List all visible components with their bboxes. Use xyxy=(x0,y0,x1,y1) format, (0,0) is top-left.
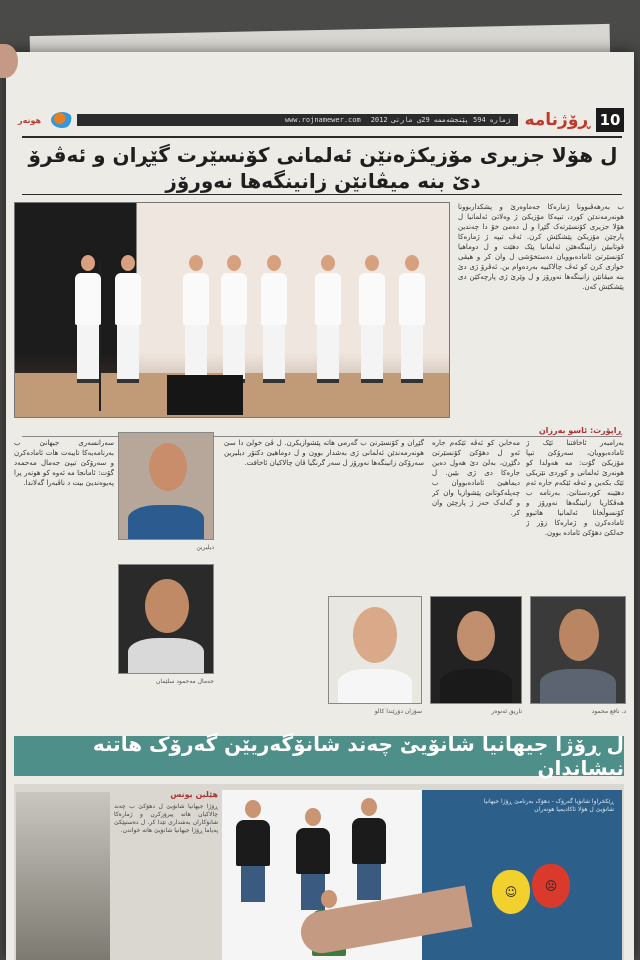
performer xyxy=(183,255,209,383)
portrait-caption: تاریق ئەنوەر xyxy=(491,708,522,715)
portrait-photo xyxy=(328,596,422,704)
actor-figure xyxy=(352,798,386,900)
performer xyxy=(261,255,287,383)
portrait-caption: جەمال مەحمود سلێمان xyxy=(155,678,214,685)
body-rule xyxy=(22,436,622,437)
byline: ڕاپۆرت: ئاسو بەرزان xyxy=(538,426,622,435)
performer xyxy=(221,255,247,383)
theater-masks-icon: ☺ ☹ xyxy=(492,864,576,918)
website-url: www.rojnamewer.com xyxy=(284,116,361,124)
stage-speaker xyxy=(167,375,243,415)
portrait-photo xyxy=(118,564,214,674)
second-article-headline: ل ڕۆژا جیهانیا شانۆیێ چەند شانۆگەریێن گەرۆک هاتنە نیشاندان xyxy=(14,736,624,776)
headline-rule xyxy=(22,194,622,195)
article-column-2: مەخابن کو ئەڤە ئێکەم جارە ئەو ل دهۆکێ کۆنسێرتێ دگێڕن، بەلێ دێ هەول دەین جارەکا دی ژی بێین. ل دیماهیێ ئامادەبووان ب چەپلەکوتانێ پێشوازیا وان کر و گەلەک حەز ژ پارچێن وان کر. xyxy=(432,439,520,517)
portrait-caption: دیلیرین xyxy=(196,544,214,551)
page-headline: ل هۆلا جزیری مۆزیکژەنێن ئەلمانی کۆنسێرت گێڕان و ئەڤرۆ دێ بنە میڤانێن زانینگەها نەورۆز xyxy=(28,143,618,193)
column-title: هێلین یونس xyxy=(170,790,218,799)
performer xyxy=(359,255,385,383)
actor-figure xyxy=(236,800,270,902)
lead-paragraph: ب بەرهەڤبوونا ژمارەکا جەماوەرێ و پشکداربوونا هونەرمەندێن کورد، تیپەکا مۆزیکێ ژ وەلاتێ ئەلمانیا ل هۆلا جزیری کۆنسێرتەک گێڕا و ل دەمێ خۆ دا چەندین پارچێن مۆزیکێ پێشکێش کرن. ئەڤ تیپە ژ ژمارەکا قوتابیێن زانینگەهێن ئەلمانیا پێک دهێت و ل دوماهیا کۆنسێرتێ ئامادەبوویان دەستخۆشی ل وان کر و هیڤی خوازی کرن کو ئەڤ چالاکییە بەردەوام بن. ئەڤرۆ ژی دێ بنە میڤانێن زانینگەها نەورۆز و ل وێرێ ژی پارچەکێن دی پێشکێش کەن. xyxy=(458,203,624,291)
poster-text: ڕێکخراوا شانۆیا گەرۆک - دهۆک بەرنامێ ڕۆژا جیهانیا شانۆیێ ل هۆلا ئاکادیمیا هونەران xyxy=(483,798,614,813)
section-tag: هونەر xyxy=(18,115,42,125)
portrait-photo xyxy=(530,596,626,704)
performer xyxy=(399,255,425,383)
brand-name: ڕۆژنامە xyxy=(524,110,590,130)
article-photo xyxy=(16,792,110,960)
portrait-photo xyxy=(430,596,522,704)
portrait-photo xyxy=(118,432,214,540)
issue-date: ژمارە 594 پێنجشەممە 29ی مارتی 2012 xyxy=(370,116,511,124)
column-text: ڕۆژا جیهانیا شانۆیێ ل دهۆکێ ب چەند چالاکیان هاتە پیرۆزکرن و ژمارەکا شانۆکاران بەشداری تێدا کر. ل دەستپێکێ پەیاما ڕۆژا جیهانیا شانۆیێ هاتە خواندن. xyxy=(114,803,218,834)
newspaper-page xyxy=(6,52,634,960)
article-column-3: گێڕان و کۆنسێرتێ ب گەرمی هاتە پێشوازیکرن. ل ڤێ خولێ دا سێ هونەرمەندێن ئەلمانی ژی بەشدار بوون و ل دوماهیێ دکتۆر دیلیرین سەرۆکێ زانینگەها نەورۆز ل سەر گرنگیا ڤان چالاکیان ئاخافت. xyxy=(224,439,424,467)
dateline-bar xyxy=(77,114,518,126)
article-column-1: بەرامبەر ئاخافتنا ئێک ژ ئامادەبوویان، سەرۆکێ تیپا مۆزیکێ گۆت: مە هەولدا کو هونەرێ ئەلمانی و کوردی نێزیکی ئێک بکەین و ئەڤە ئێکەم جارە ئەم دهێینە کوردستانێ. بەرنامە ب هەڤکاریا زانینگەها نەورۆز و کۆنسوڵخانا ئەلمانیا هاتبوو ئامادەکرن و ژمارەکا زۆر ژ خەلکێ دهۆکێ ئامادە بوون. xyxy=(526,439,624,537)
performer xyxy=(315,255,341,383)
second-article-column xyxy=(114,790,218,958)
masthead xyxy=(12,108,624,132)
page-number: 10 xyxy=(596,108,624,132)
top-rule xyxy=(22,136,622,138)
portrait-caption: د. نافع محمود xyxy=(591,708,626,715)
concert-photo xyxy=(14,202,450,418)
article-column-4: سەرانسەری جیهانێ ب بەرنامەیەکا تایبەت هات ئامادەکرن و سەرۆکێ تیپێ جەمال مەحمەد گۆت: ئامانجا مە ئەوە کو هونەر پرا پەیوەندیێ بیت د ناڤبەرا گەلاندا. xyxy=(14,439,114,487)
newspaper-logo-icon xyxy=(51,112,73,128)
performer xyxy=(75,255,101,383)
portrait-caption: سۆزان دۆرێندا کالو xyxy=(374,708,422,715)
performer xyxy=(115,255,141,383)
